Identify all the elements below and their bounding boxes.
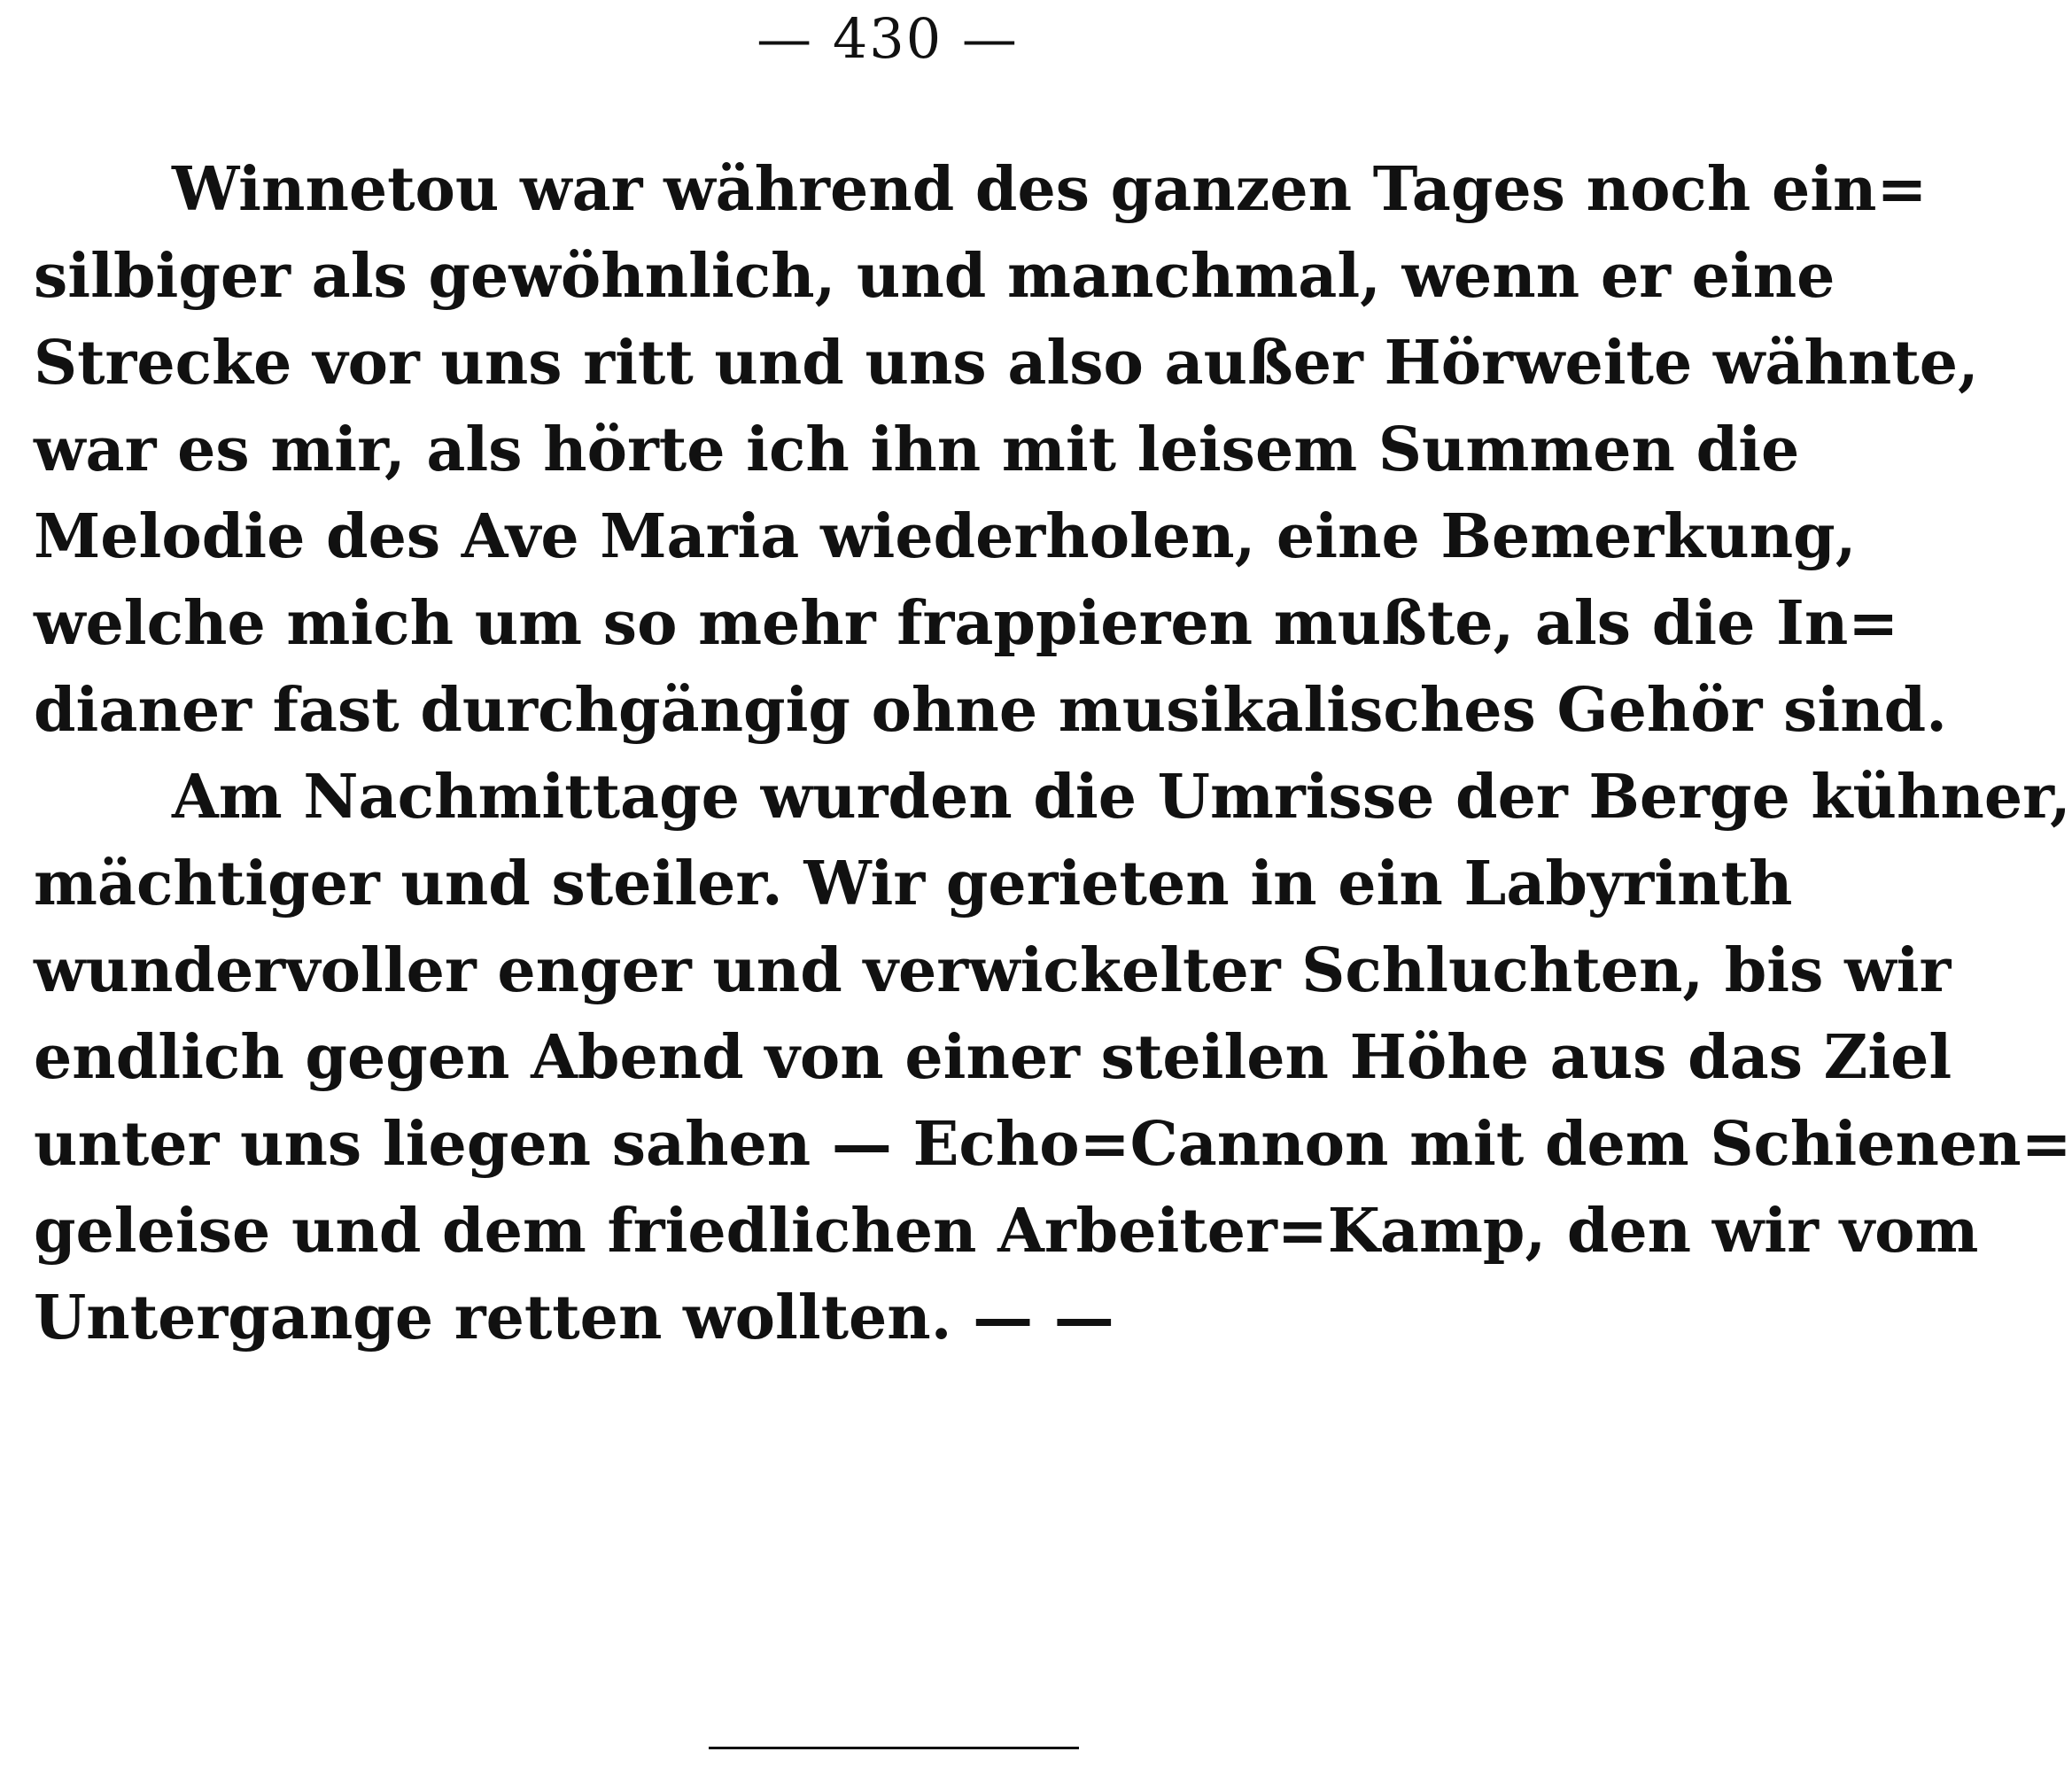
text-line: mächtiger und steiler. Wir gerieten in ein Labyrinth	[34, 849, 1793, 919]
text-line: Winnetou war während des ganzen Tages noch ein=	[172, 154, 1928, 225]
footer-rule	[709, 1747, 1079, 1749]
text-line: silbiger als gewöhnlich, und manchmal, wenn er eine	[34, 241, 1835, 312]
text-line: Melodie des Ave Maria wiederholen, eine Bemerkung,	[34, 501, 1857, 572]
text-line: dianer fast durchgängig ohne musikalisches Gehör sind.	[34, 675, 1947, 746]
text-line: Strecke vor uns ritt und uns also außer Hörweite wähnte,	[34, 328, 1979, 399]
text-line: Untergange retten wollten. — —	[34, 1283, 1114, 1353]
body-text	[34, 146, 2072, 1361]
text-line: welche mich um so mehr frappieren mußte, als die In=	[34, 588, 1899, 659]
text-line: endlich gegen Abend von einer steilen Höhe aus das Ziel	[34, 1022, 1952, 1093]
text-line: war es mir, als hörte ich ihn mit leisem Summen die	[34, 415, 1800, 485]
text-line: wundervoller enger und verwickelter Schluchten, bis wir	[34, 935, 1952, 1006]
text-line: unter uns liegen sahen — Echo=Cannon mit dem Schienen=	[34, 1109, 2072, 1180]
text-line: geleise und dem friedlichen Arbeiter=Kamp, den wir vom	[34, 1196, 1979, 1267]
text-line: Am Nachmittage wurden die Umrisse der Berge kühner,	[172, 762, 2071, 833]
page-number: — 430 —	[757, 6, 1019, 71]
